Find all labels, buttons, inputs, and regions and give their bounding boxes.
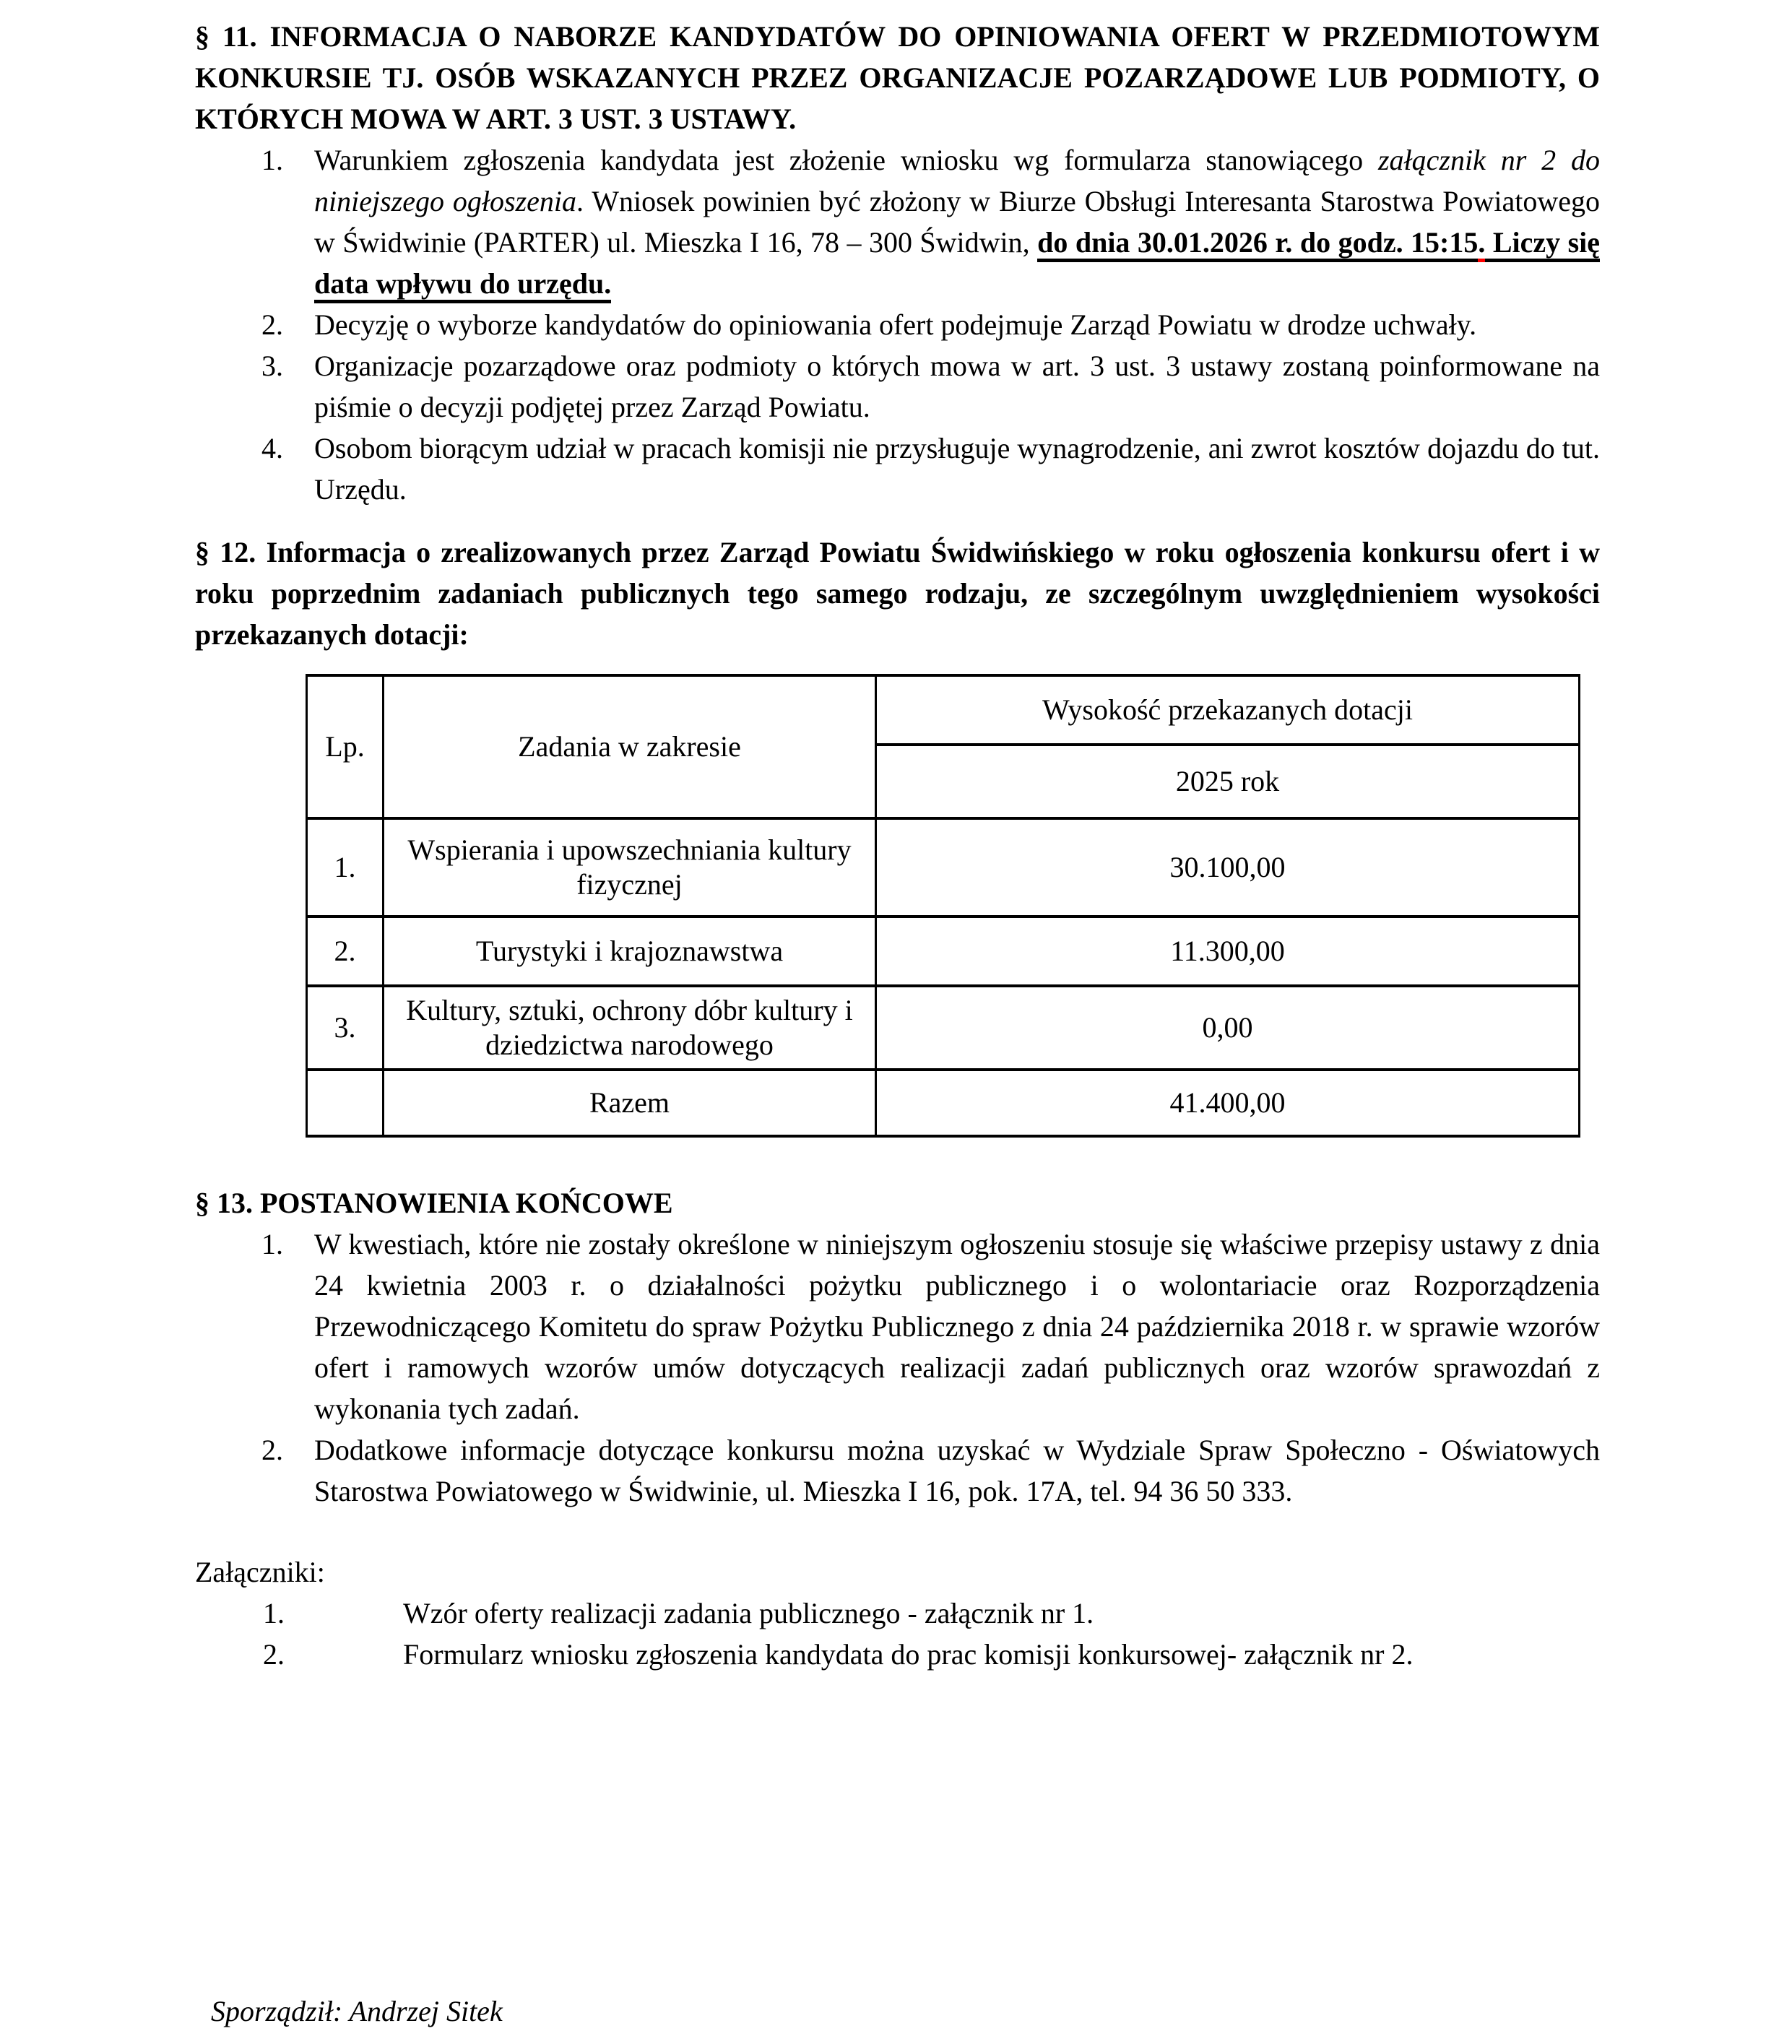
list-item <box>195 1429 1600 1512</box>
list-item-number: 4. <box>261 432 283 464</box>
footer-prepared-by: Sporządził: Andrzej Sitek <box>211 1995 503 2027</box>
table-cell-lp: 3. <box>307 986 384 1070</box>
list-item-text: Decyzję o wyborze kandydatów do opiniowania ofert podejmuje Zarząd Powiatu w drodze uchwały. <box>314 308 1477 341</box>
item1-text-start: Warunkiem zgłoszenia kandydata jest złożenie wniosku wg formularza stanowiącego <box>314 144 1378 176</box>
deadline-bold-underline-2: Liczy się data wpływu do urzędu. <box>314 226 1600 303</box>
list-item <box>195 139 1600 304</box>
table-header-task: Zadania w zakresie <box>384 675 876 818</box>
table-cell-task-total: Razem <box>384 1070 876 1136</box>
list-item-text: Organizacje pozarządowe oraz podmioty o których mowa w art. 3 ust. 3 ustawy zostaną poinformowane na piśmie o decyzji podjętej przez Zarząd Powiatu. <box>314 350 1600 423</box>
table-cell-amount: 11.300,00 <box>876 917 1580 986</box>
list-item <box>195 1593 1600 1634</box>
list-item <box>195 1224 1600 1429</box>
section-11-list <box>195 139 1600 510</box>
list-item <box>195 345 1600 428</box>
table-cell-amount: 0,00 <box>876 986 1580 1070</box>
list-item-text: Osobom biorącym udział w pracach komisji nie przysługuje wynagrodzenie, ani zwrot kosztów dojazdu do tut. Urzędu. <box>314 432 1600 506</box>
table-row <box>307 986 1580 1070</box>
table-cell-task: Kultury, sztuki, ochrony dóbr kultury i dziedzictwa narodowego <box>384 986 876 1070</box>
list-item-text: W kwestiach, które nie zostały określone w niniejszym ogłoszeniu stosuje się właściwe przepisy ustawy z dnia 24 kwietnia 2003 r. o działalności pożytku publicznego i o wolontariacie oraz Rozporządzenia Przewodniczącego Komitetu do spraw Pożytku Publicznego z dnia 24 października 2018 r. w sprawie wzorów ofert i ramowych wzorów umów dotyczących realizacji zadań publicznych oraz wzorów sprawozdań z wykonania tych zadań. <box>314 1228 1600 1425</box>
item1-attachment-reference-italic: załącznik nr 2 do niniejszego ogłoszenia <box>314 144 1600 217</box>
table-cell-amount: 30.100,00 <box>876 818 1580 917</box>
list-item-number: 1. <box>263 1597 285 1629</box>
list-item-number: 1. <box>261 1228 283 1260</box>
table-header-amount: Wysokość przekazanych dotacji <box>876 675 1580 745</box>
list-item <box>195 1634 1600 1675</box>
table-header-lp: Lp. <box>307 675 384 818</box>
section-13-list <box>195 1224 1600 1512</box>
table-total-row <box>307 1070 1580 1136</box>
table-cell-lp: 2. <box>307 917 384 986</box>
table-cell-task: Turystyki i krajoznawstwa <box>384 917 876 986</box>
section-11-heading: § 11. INFORMACJA O NABORZE KANDYDATÓW DO OPINIOWANIA OFERT W PRZEDMIOTOWYM KONKURSIE TJ. OSÓB WSKAZANYCH PRZEZ ORGANIZACJE POZARZĄDOWE LUB PODMIOTY, O KTÓRYCH MOWA W ART. 3 UST. 3 USTAWY. <box>195 20 1600 135</box>
table-header-year: 2025 rok <box>876 745 1580 818</box>
deadline-red-underline-dot: . <box>1478 226 1485 262</box>
table-cell-lp <box>307 1070 384 1136</box>
deadline-bold-underline: do dnia 30.01.2026 r. do godz. 15:15 <box>1037 226 1478 262</box>
section-13-heading: § 13. POSTANOWIENIA KOŃCOWE <box>195 1187 673 1219</box>
list-item-text: Wzór oferty realizacji zadania publicznego - załącznik nr 1. <box>403 1597 1094 1629</box>
list-item <box>195 428 1600 510</box>
table-row <box>307 917 1580 986</box>
list-item-text: Formularz wniosku zgłoszenia kandydata do prac komisji konkursowej- załącznik nr 2. <box>403 1638 1414 1671</box>
section-12-heading: § 12. Informacja o zrealizowanych przez Zarząd Powiatu Świdwińskiego w roku ogłoszenia konkursu ofert i w roku poprzednim zadaniach publicznych tego samego rodzaju, ze szczególnym uwzględnieniem wysokości przekazanych dotacji: <box>195 536 1600 651</box>
list-item-number: 3. <box>261 350 283 382</box>
list-item-text: Dodatkowe informacje dotyczące konkursu można uzyskać w Wydziale Spraw Społeczno - Oświatowych Starostwa Powiatowego w Świdwinie, ul. Mieszka I 16, pok. 17A, tel. 94 36 50 333. <box>314 1434 1600 1507</box>
table-cell-task: Wspierania i upowszechniania kultury fizycznej <box>384 818 876 917</box>
grants-table <box>306 674 1580 1138</box>
list-item-number: 2. <box>261 308 283 341</box>
item1-text-middle: . Wniosek powinien być złożony w Biurze Obsługi Interesanta Starostwa Powiatowego w Świdwinie (PARTER) ul. Mieszka I 16, 78 – 300 Świdwin, <box>314 185 1601 259</box>
table-cell-lp: 1. <box>307 818 384 917</box>
list-item <box>195 304 1600 345</box>
list-item-number: 1. <box>261 144 283 176</box>
table-header-row <box>307 675 1580 745</box>
table-row <box>307 818 1580 917</box>
table-cell-amount-total: 41.400,00 <box>876 1070 1580 1136</box>
list-item-number: 2. <box>263 1638 285 1671</box>
list-item-text <box>314 139 1600 304</box>
list-item-number: 2. <box>261 1434 283 1466</box>
attachments-list <box>195 1593 1600 1675</box>
attachments-label: Załączniki: <box>195 1556 325 1588</box>
